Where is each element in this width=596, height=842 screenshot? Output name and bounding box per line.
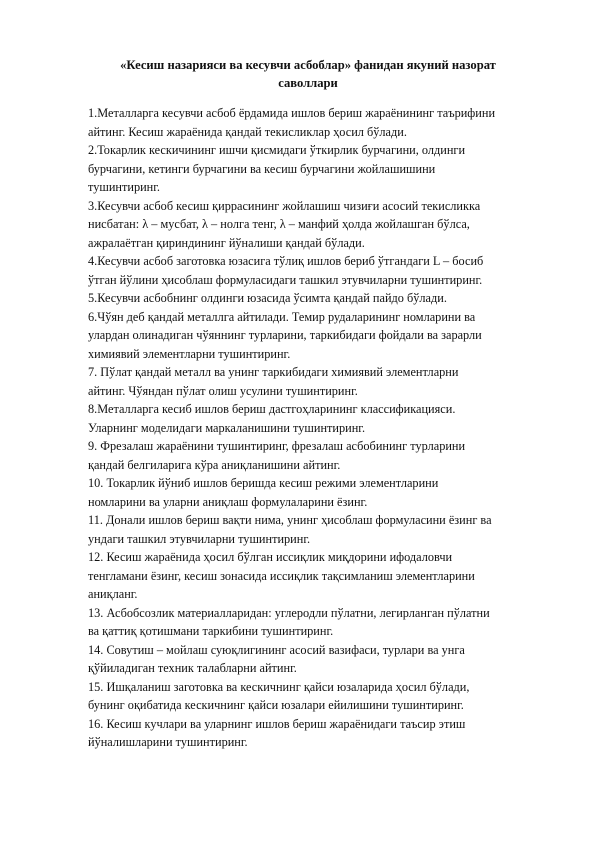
question-line: 2.Токарлик кескичининг ишчи қисмидаги ўткирлик бурчагини, олдинги: [88, 143, 466, 157]
question-item: [88, 678, 528, 715]
question-line: аниқланг.: [88, 587, 138, 601]
title-line-2: саволлари: [278, 76, 338, 90]
question-item: [88, 252, 528, 289]
question-item: [88, 548, 528, 604]
question-line: йўналишларини тушинтиринг.: [88, 735, 248, 749]
question-line: айтинг. Кесиш жараёнида қандай текисликлар ҳосил бўлади.: [88, 124, 407, 139]
question-line: айтинг. Чўяндан пўлат олиш усулини тушинтиринг.: [88, 383, 358, 398]
question-line: ундаги ташкил этувчиларни тушинтиринг.: [88, 531, 311, 546]
question-line: 5.Кесувчи асбобнинг олдинги юзасида ўсимта қандай пайдо бўлади.: [88, 291, 447, 305]
question-item: [88, 197, 528, 253]
question-line: 15. Ишқаланиш заготовка ва кескичнинг қайси юзаларида ҳосил бўлади,: [88, 679, 470, 694]
question-line: ажралаётган қириндининг йўналиши қандай бўлади.: [88, 235, 365, 250]
question-item: [88, 363, 528, 400]
question-line: нисбатан: λ – мусбат, λ – нолга тенг, λ – манфий ҳолда жойлашган бўлса,: [88, 217, 470, 231]
question-item: [88, 511, 528, 548]
question-line: 7. Пўлат қандай металл ва унинг таркибидаги химиявий элементларни: [88, 365, 459, 379]
question-line: 10. Токарлик йўниб ишлов беришда кесиш режими элементларини: [88, 476, 439, 490]
question-list: [88, 104, 528, 752]
question-item: [88, 308, 528, 364]
question-line: 9. Фрезалаш жараёнини тушинтиринг, фрезалаш асбобининг турларини: [88, 439, 466, 453]
question-line: 1.Металларга кесувчи асбоб ёрдамида ишлов бериш жараёнининг таърифини: [88, 106, 496, 120]
question-line: 4.Кесувчи асбоб заготовка юзасига тўлиқ ишлов бериб ўтгандаги L – босиб: [88, 254, 484, 268]
question-item: [88, 474, 528, 511]
question-line: бунинг оқибатида кескичнинг қайси юзалари ейилишини тушинтиринг.: [88, 698, 464, 712]
question-line: 6.Чўян деб қандай металлга айтилади. Темир рудаларининг номларини ва: [88, 309, 476, 324]
question-line: улардан олинадиган чўяннинг турларини, таркибидаги фойдали ва зарарли: [88, 328, 482, 342]
question-line: қўйиладиган техник талабларни айтинг.: [88, 661, 297, 675]
page-title: [88, 56, 528, 92]
question-line: 13. Асбобсозлик материалларидан: углеродли пўлатни, легирланган пўлатни: [88, 605, 490, 620]
question-line: тенгламани ёзинг, кесиш зонасида иссиқлик тақсимланиш элементларини: [88, 568, 475, 583]
question-line: ва қаттиқ қотишмани таркибини тушинтиринг.: [88, 624, 334, 638]
title-line-1: «Кесиш назарияси ва кесувчи асбоблар» фанидан якуний назорат: [120, 58, 496, 72]
question-line: бурчагини, кетинги бурчагини ва кесиш бурчагини жойлашишини: [88, 161, 436, 176]
question-line: қандай белгиларига кўра аниқланишини айтинг.: [88, 457, 341, 472]
question-line: ўтган йўлини ҳисоблаш формуласидаги ташкил этувчиларни тушинтиринг.: [88, 272, 483, 287]
question-item: [88, 641, 528, 678]
question-line: 16. Кесиш кучлари ва уларнинг ишлов бериш жараёнидаги таъсир этиш: [88, 716, 466, 731]
question-item: [88, 141, 528, 197]
question-line: 8.Металларга кесиб ишлов бериш дастгоҳларининг классификацияси.: [88, 402, 456, 416]
question-item: [88, 400, 528, 437]
question-item: [88, 289, 528, 308]
question-item: [88, 437, 528, 474]
question-item: [88, 604, 528, 641]
question-item: [88, 104, 528, 141]
question-line: 11. Донали ишлов бериш вақти нима, унинг ҳисоблаш формуласини ёзинг ва: [88, 513, 492, 527]
question-line: 14. Совутиш – мойлаш суюқлигининг асосий вазифаси, турлари ва унга: [88, 642, 465, 657]
question-line: 3.Кесувчи асбоб кесиш қиррасининг жойлашиш чизиғи асосий текисликка: [88, 198, 481, 213]
question-line: Уларнинг моделидаги маркаланишини тушинтиринг.: [88, 420, 366, 435]
question-line: тушинтиринг.: [88, 180, 160, 194]
question-line: 12. Кесиш жараёнида ҳосил бўлган иссиқлик миқдорини ифодаловчи: [88, 550, 453, 564]
question-line: номларини ва уларни аниқлаш формулаларини ёзинг.: [88, 494, 368, 509]
question-item: [88, 715, 528, 752]
question-line: химиявий элементларни тушинтиринг.: [88, 346, 291, 361]
